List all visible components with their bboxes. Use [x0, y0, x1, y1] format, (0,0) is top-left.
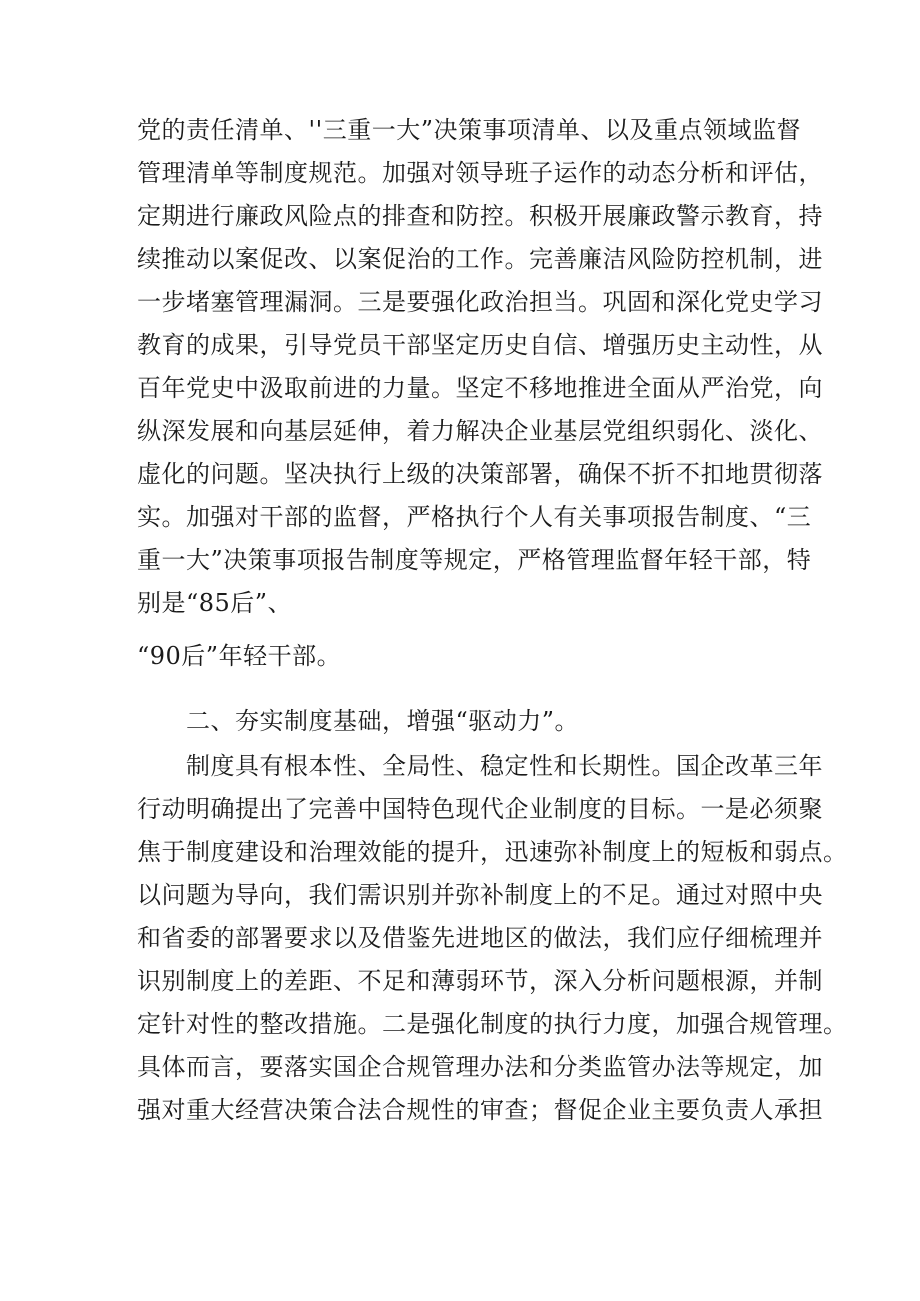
paragraph-line: 定期进行廉政风险点的排查和防控。积极开展廉政警示教育，持 — [137, 202, 823, 230]
paragraph-line: 别是“85后”、 — [137, 589, 293, 617]
paragraph-line: 百年党史中汲取前进的力量。坚定不移地推进全面从严治党，向 — [137, 374, 823, 402]
paragraph-line: 虚化的问题。坚决执行上级的决策部署，确保不折不扣地贯彻落 — [137, 460, 823, 488]
paragraph-line: 一步堵塞管理漏洞。三是要强化政治担当。巩固和深化党史学习 — [137, 288, 823, 316]
paragraph-line: 制度具有根本性、全局性、稳定性和长期性。国企改革三年 — [186, 752, 823, 780]
paragraph-line: 续推动以案促改、以案促治的工作。完善廉洁风险防控机制，进 — [137, 245, 823, 273]
paragraph-line: 管理清单等制度规范。加强对领导班子运作的动态分析和评估， — [137, 159, 823, 187]
paragraph-line: 定针对性的整改措施。二是强化制度的执行力度，加强合规管理。 — [137, 1010, 848, 1038]
paragraph-line: 教育的成果，引导党员干部坚定历史自信、增强历史主动性，从 — [137, 331, 823, 359]
paragraph-line: 以问题为导向，我们需识别并弥补制度上的不足。通过对照中央 — [137, 881, 823, 909]
paragraph-line: 行动明确提出了完善中国特色现代企业制度的目标。一是必须聚 — [137, 795, 823, 823]
paragraph-line: 识别制度上的差距、不足和薄弱环节，深入分析问题根源，并制 — [137, 967, 823, 995]
section-heading: 二、夯实制度基础，增强“驱动力”。 — [186, 707, 580, 735]
paragraph-line: 强对重大经营决策合法合规性的审查；督促企业主要负责人承担 — [137, 1096, 823, 1124]
paragraph-line: 纵深发展和向基层延伸，着力解决企业基层党组织弱化、淡化、 — [137, 417, 823, 445]
paragraph-line: 焦于制度建设和治理效能的提升，迅速弥补制度上的短板和弱点。 — [137, 838, 848, 866]
paragraph-line: 具体而言，要落实国企合规管理办法和分类监管办法等规定，加 — [137, 1053, 823, 1081]
paragraph-line: 重一大”决策事项报告制度等规定，严格管理监督年轻干部，特 — [137, 546, 812, 574]
paragraph-line: “90后”年轻干部。 — [137, 642, 342, 670]
paragraph-line: 实。加强对干部的监督，严格执行个人有关事项报告制度、“三 — [137, 503, 812, 531]
paragraph-line: 和省委的部署要求以及借鉴先进地区的做法，我们应仔细梳理并 — [137, 924, 823, 952]
paragraph-line: 党的责任清单、''三重一大”决策事项清单、以及重点领域监督 — [137, 116, 801, 144]
